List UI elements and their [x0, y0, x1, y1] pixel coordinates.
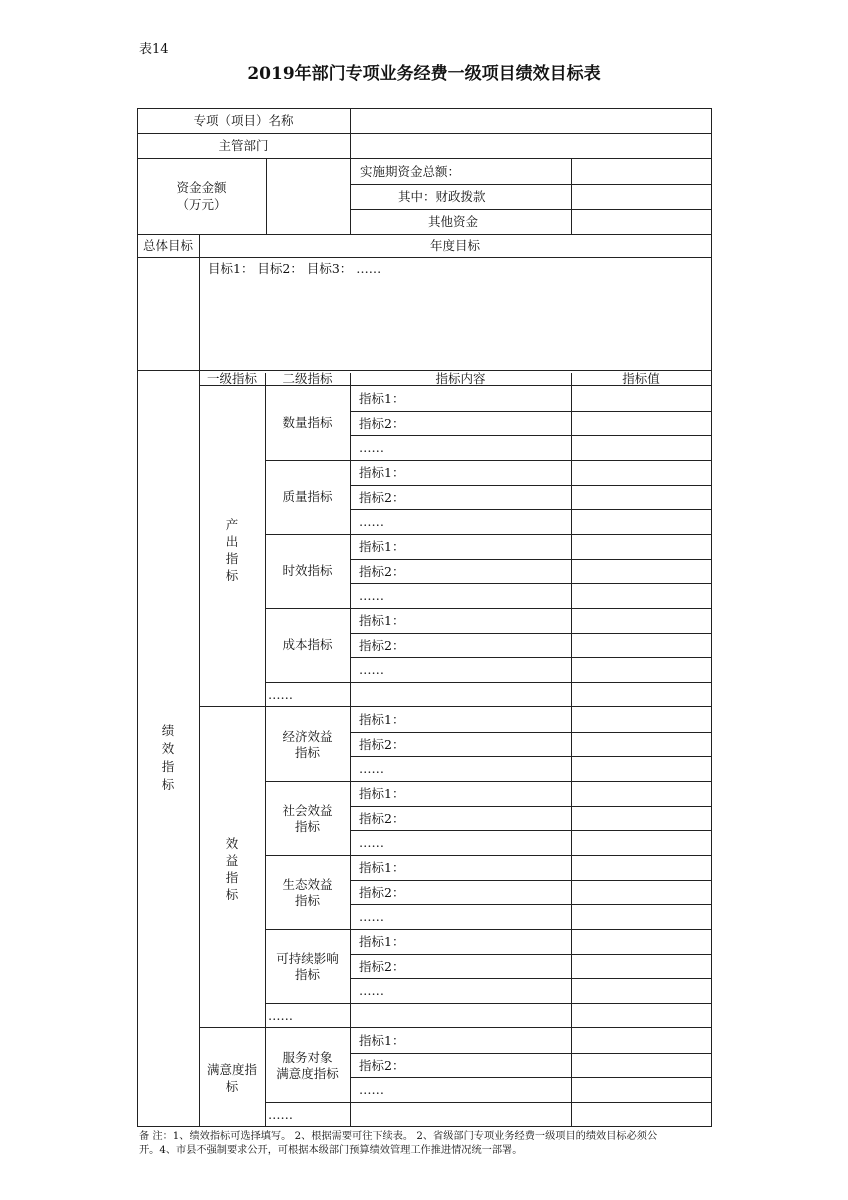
indicator-item: 指标1： [359, 786, 405, 801]
indicator-item: 指标1： [359, 465, 405, 480]
grid-line-h [137, 257, 711, 258]
indicator-item: 指标2： [359, 736, 405, 752]
funds-unit-label: （万元） [176, 197, 227, 212]
project-name-label: 专项（项目）名称 [193, 113, 294, 128]
total-funds-label: 实施期资金总额： [360, 164, 461, 179]
footnote-line1: 备 注：1、绩效指标可选择填写。 2、根据需要可往下续表。 2、省级部门专项业务经费一级项目的绩效目标必须公 [139, 1131, 658, 1142]
indicator-item: 指标1： [359, 613, 405, 628]
performance-indicator-label: 效 [161, 741, 175, 756]
satisfaction-subindicator-suffix: 满意度指标 [276, 1066, 339, 1081]
output-subindicator: 数量指标 [282, 415, 333, 430]
grid-line-h [350, 978, 711, 979]
indicator-item: 指标1： [359, 860, 405, 875]
grid-line-h [199, 1027, 711, 1028]
grid-line-v [711, 108, 712, 1126]
level2-header: 二级指标 [282, 371, 333, 386]
indicator-more: …… [359, 440, 384, 455]
grid-line-v [266, 158, 267, 234]
performance-indicator-label: 标 [161, 777, 175, 792]
grid-line-h [350, 756, 711, 757]
grid-line-v [350, 108, 351, 234]
grid-line-h [265, 682, 711, 683]
performance-indicator-label: 指 [161, 759, 175, 774]
grid-line-h [350, 209, 711, 210]
grid-line-h [350, 732, 711, 733]
grid-line-v [137, 108, 138, 1126]
grid-line-h [265, 781, 711, 782]
grid-line-h [350, 411, 711, 412]
indicator-item: 指标2： [359, 415, 405, 431]
benefit-indicator-label: 标 [225, 887, 239, 902]
fiscal-funds-label: 其中：财政拨款 [398, 189, 486, 204]
grid-line-h [350, 485, 711, 486]
annual-goal-text: 目标1： 目标2： 目标3： …… [208, 261, 382, 276]
output-more: …… [268, 687, 293, 702]
grid-line-h [265, 1003, 711, 1004]
grid-line-h [265, 929, 711, 930]
indicator-item: 指标1： [359, 712, 405, 727]
output-indicator-label: 标 [225, 568, 239, 583]
benefit-subindicator-suffix: 指标 [294, 893, 320, 908]
table-number: 表14 [139, 42, 169, 57]
indicator-more: …… [359, 662, 384, 677]
other-funds-label: 其他资金 [428, 214, 479, 229]
benefit-indicator-label: 益 [225, 853, 239, 868]
benefit-subindicator-suffix: 指标 [294, 967, 320, 982]
benefit-indicator-label: 指 [225, 870, 239, 885]
grid-line-h [265, 460, 711, 461]
grid-line-h [350, 583, 711, 584]
indicator-more: …… [359, 588, 384, 603]
grid-line-h [137, 133, 711, 134]
indicator-more: …… [359, 983, 384, 998]
grid-line-h [265, 534, 711, 535]
grid-line-h [350, 559, 711, 560]
output-indicator-label: 出 [225, 534, 239, 549]
indicator-item: 指标1： [359, 934, 405, 949]
grid-line-h [350, 830, 711, 831]
funds-label: 资金金额 [176, 180, 227, 195]
benefit-more: …… [268, 1008, 293, 1023]
indicator-more: …… [359, 835, 384, 850]
grid-line-h [350, 1053, 711, 1054]
grid-line-h [137, 1126, 712, 1127]
output-indicator-label: 指 [225, 551, 239, 566]
satisfaction-indicator-label-suffix: 标 [225, 1079, 239, 1094]
indicator-item: 指标2： [359, 563, 405, 579]
annual-goal-label: 年度目标 [429, 238, 480, 253]
page-title: 2019年部门专项业务经费一级项目绩效目标表 [247, 64, 601, 84]
grid-line-h [350, 435, 711, 436]
output-indicator-label: 产 [225, 517, 239, 532]
benefit-indicator-label: 效 [225, 836, 239, 851]
satisfaction-indicator-label: 满意度指 [206, 1062, 257, 1077]
content-header: 指标内容 [435, 371, 486, 386]
indicator-item: 指标2： [359, 810, 405, 826]
grid-line-h [265, 1102, 711, 1103]
grid-line-h [137, 234, 711, 235]
grid-line-h [137, 158, 711, 159]
indicator-item: 指标2： [359, 884, 405, 900]
indicator-more: …… [359, 909, 384, 924]
output-subindicator: 时效指标 [282, 563, 333, 578]
indicator-more: …… [359, 514, 384, 529]
indicator-item: 指标1： [359, 391, 405, 406]
indicator-more: …… [359, 1082, 384, 1097]
output-subindicator: 质量指标 [282, 489, 333, 504]
indicator-item: 指标2： [359, 637, 405, 653]
indicator-item: 指标1： [359, 539, 405, 554]
value-header: 指标值 [622, 371, 660, 386]
benefit-subindicator: 生态效益 [282, 877, 333, 892]
benefit-subindicator: 经济效益 [282, 729, 333, 744]
grid-line-h [265, 855, 711, 856]
grid-line-v [571, 158, 572, 234]
benefit-subindicator: 可持续影响 [276, 951, 339, 966]
grid-line-h [350, 954, 711, 955]
indicator-item: 指标1： [359, 1033, 405, 1048]
benefit-subindicator: 社会效益 [282, 803, 333, 818]
grid-line-h [350, 806, 711, 807]
grid-line-h [199, 706, 711, 707]
grid-line-h [350, 1077, 711, 1078]
output-subindicator: 成本指标 [282, 637, 333, 652]
indicator-item: 指标2： [359, 1057, 405, 1073]
grid-line-h [350, 184, 711, 185]
grid-line-h [350, 880, 711, 881]
grid-line-h [350, 904, 711, 905]
grid-line-v [199, 370, 200, 1126]
grid-line-v [199, 234, 200, 370]
satisfaction-subindicator: 服务对象 [282, 1050, 333, 1065]
level1-header: 一级指标 [206, 371, 257, 386]
grid-line-h [265, 608, 711, 609]
indicator-item: 指标2： [359, 958, 405, 974]
satisfaction-more: …… [268, 1107, 293, 1122]
grid-line-h [137, 108, 712, 109]
department-label: 主管部门 [218, 138, 269, 153]
benefit-subindicator-suffix: 指标 [294, 819, 320, 834]
grid-line-h [350, 657, 711, 658]
grid-line-h [350, 509, 711, 510]
grid-line-h [350, 633, 711, 634]
performance-indicator-label: 绩 [161, 723, 175, 738]
footnote-line2: 开。4、市县不强制要求公开，可根据本级部门预算绩效管理工作推进情况统一部署。 [139, 1145, 523, 1156]
indicator-item: 指标2： [359, 489, 405, 505]
benefit-subindicator-suffix: 指标 [294, 745, 320, 760]
overall-goal-label: 总体目标 [142, 238, 193, 253]
indicator-more: …… [359, 761, 384, 776]
